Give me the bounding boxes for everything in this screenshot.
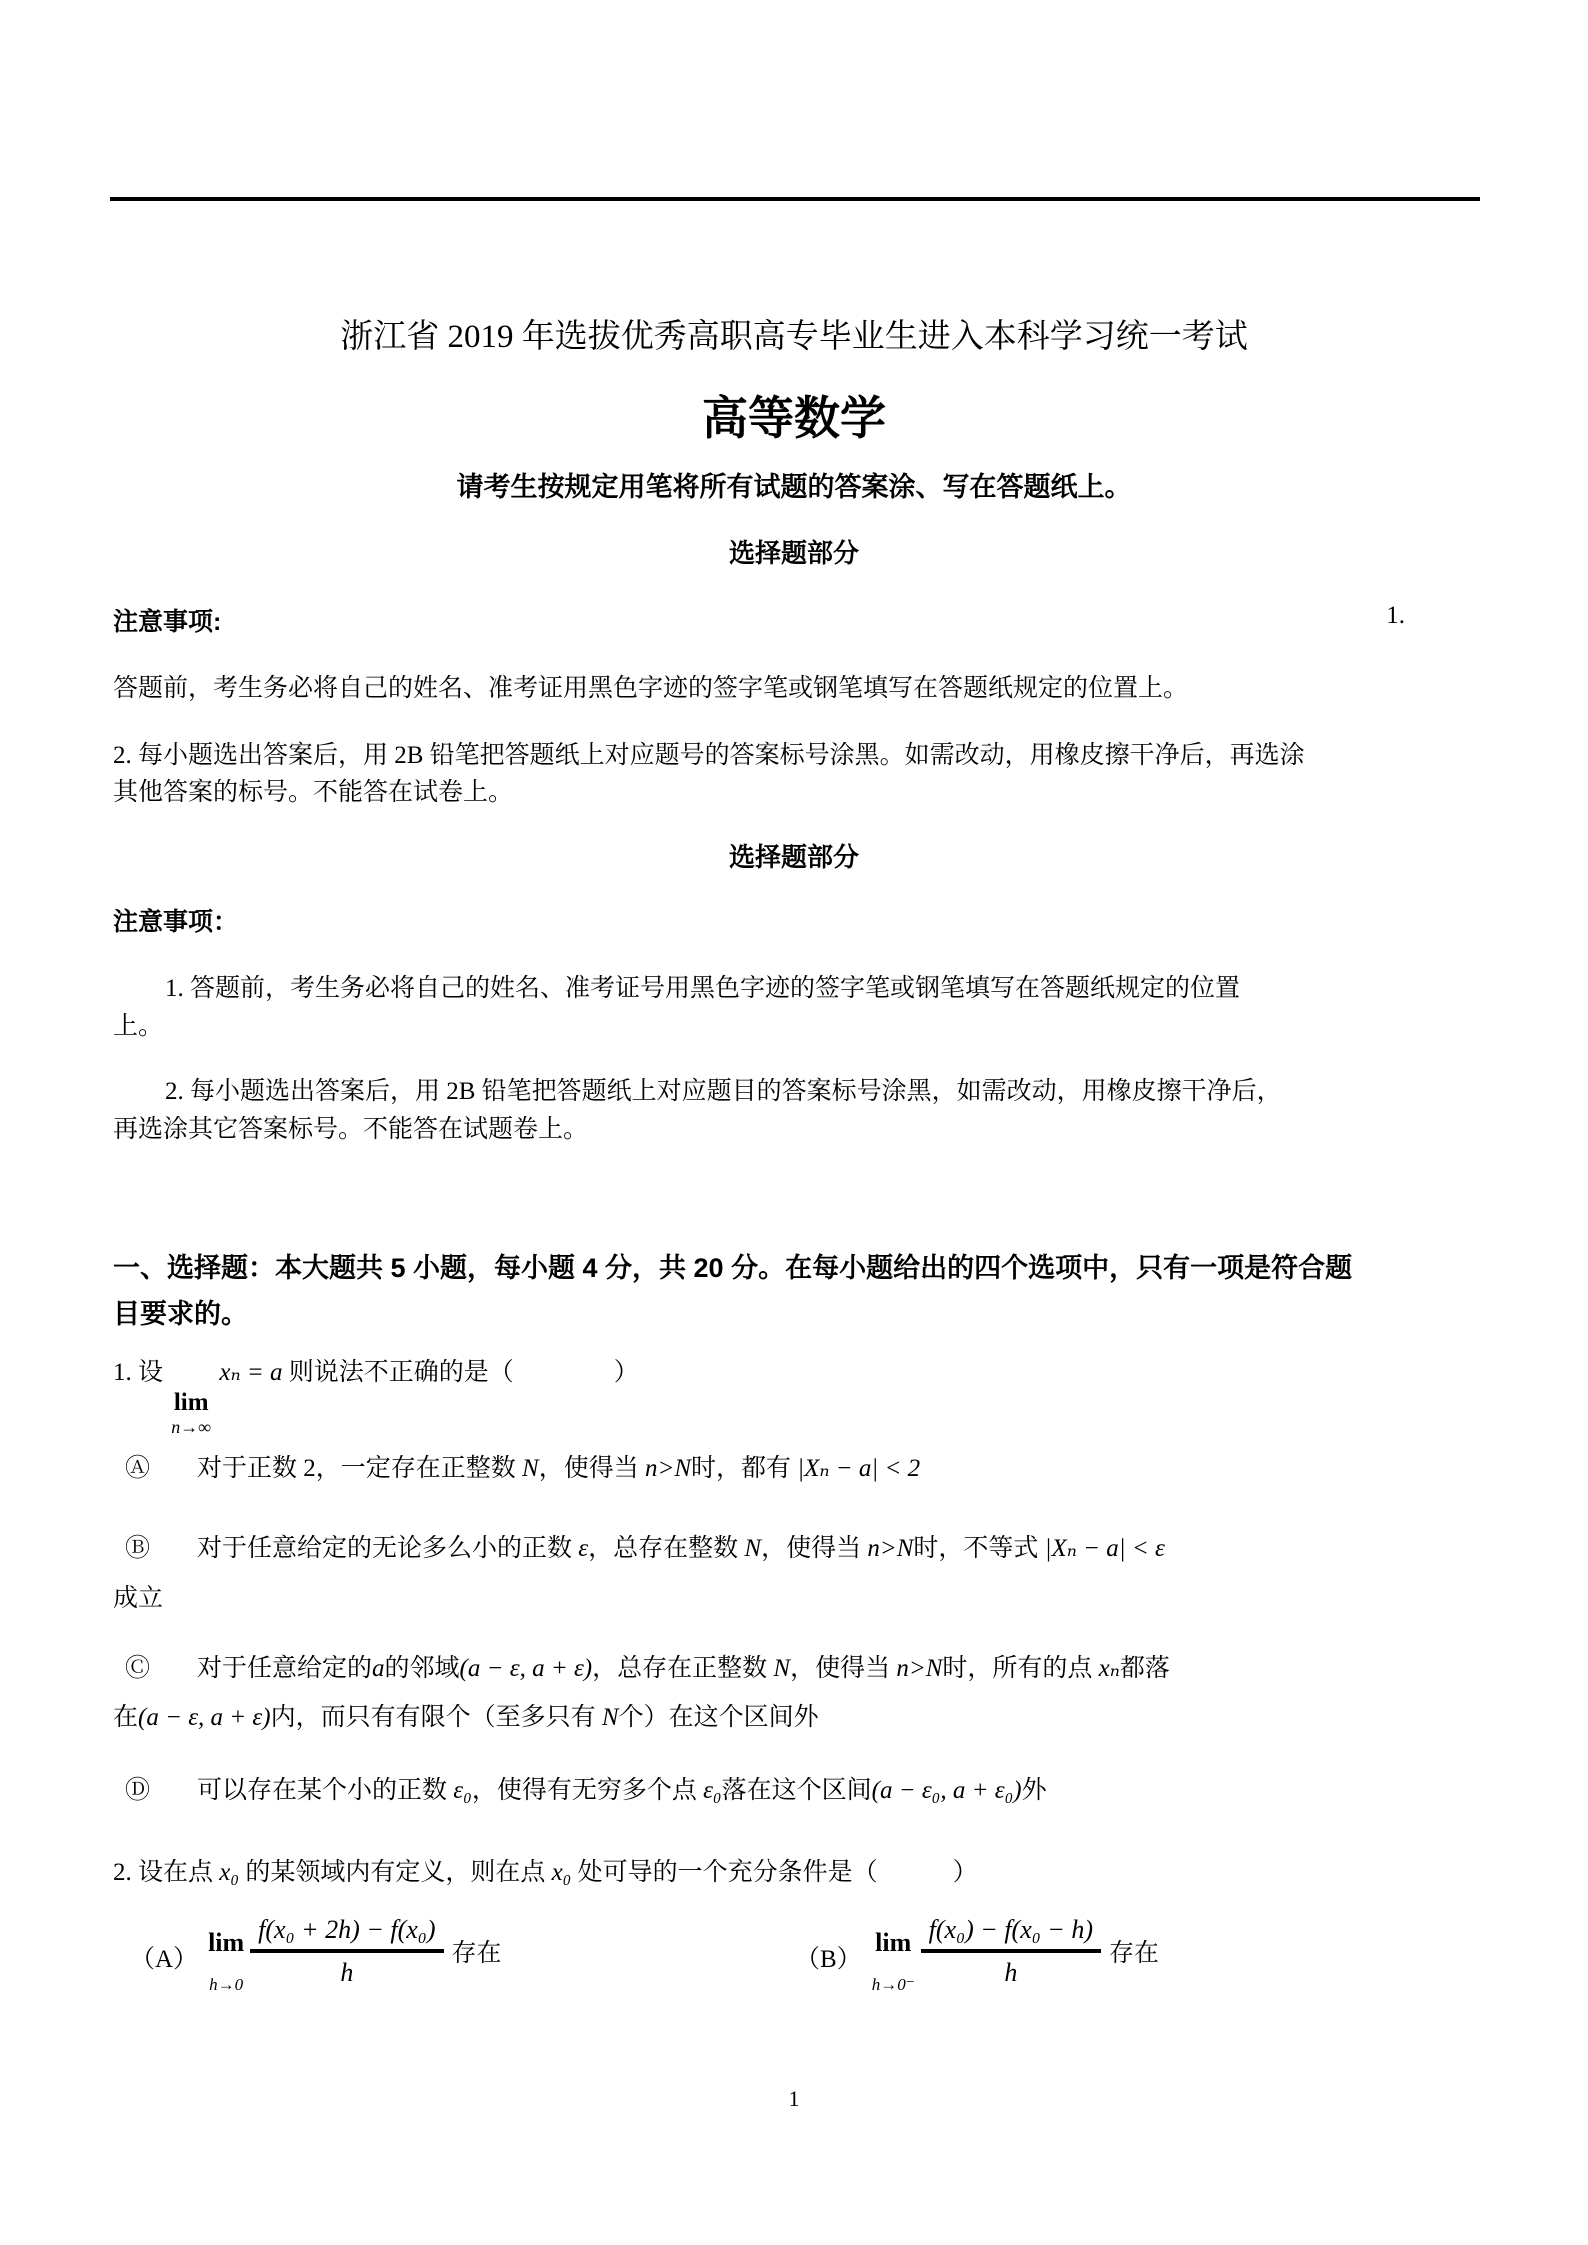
text-segment: ，使得当 xyxy=(790,1655,897,1682)
text-segment: 时，都有 xyxy=(691,1455,798,1482)
part1-heading-line1: 一、选择题：本大题共 5 小题，每小题 4 分，共 20 分。在每小题给出的四个选项中，只有一项是符合题 xyxy=(113,1253,1353,1283)
q1-option-a xyxy=(125,1448,920,1484)
math-segment: ε xyxy=(578,1535,589,1562)
lim-subscript: n→∞ xyxy=(171,1417,212,1437)
q1-option-c xyxy=(125,1648,1170,1684)
q2-option-a-suffix: 存在 xyxy=(451,1940,502,1967)
text-segment: 处可导的一个充分条件是（ ） xyxy=(571,1859,978,1886)
q1-option-c-text-line2 xyxy=(113,1697,819,1733)
q2-option-a-label: （A） xyxy=(130,1946,199,1973)
section2-notice-item-2-line1: 2. 每小题选出答案后，用 2B 铅笔把答题纸上对应题目的答案标号涂黑，如需改动，用橡皮擦干净后， xyxy=(165,1078,1282,1105)
question-1-stem xyxy=(113,1352,639,1437)
text-segment: 对于任意给定的 xyxy=(197,1655,373,1682)
math-segment: (a − ε, a + ε) xyxy=(138,1704,271,1731)
fraction-denominator: h xyxy=(340,1958,354,1987)
lim-subscript: h→0⁻ xyxy=(871,1975,915,1994)
question-1-number: 1. 设 xyxy=(113,1359,164,1386)
part1-heading-line2: 目要求的。 xyxy=(113,1299,248,1329)
section1-heading: 选择题部分 xyxy=(728,538,859,568)
text-segment: 可以存在某个小的正数 xyxy=(197,1777,454,1804)
q1-option-d xyxy=(125,1770,1047,1806)
text-segment: 外 xyxy=(1021,1777,1047,1804)
q2-option-b-fraction xyxy=(921,1915,1101,1988)
text-segment: ，使得当 xyxy=(538,1455,645,1482)
math-segment: ε₀ xyxy=(453,1777,472,1804)
math-segment: (a − ε₀, a + ε₀) xyxy=(871,1777,1022,1804)
q2-option-b-label: （B） xyxy=(795,1946,862,1973)
math-segment: x₀ xyxy=(219,1859,240,1886)
lim-subscript: h→0 xyxy=(209,1975,244,1994)
math-segment: N xyxy=(744,1535,762,1562)
text-segment: 在 xyxy=(113,1704,139,1731)
lim-word: lim xyxy=(208,1928,245,1957)
text-segment: 时，不等式 xyxy=(913,1535,1045,1562)
math-segment: |Xₙ − a| < ε xyxy=(1044,1535,1165,1562)
math-segment: n>N xyxy=(644,1455,692,1482)
section1-notice-item-2-line2: 其他答案的标号。不能答在试卷上。 xyxy=(113,779,514,806)
fraction-numerator: f(x₀ + 2h) − f(x₀) xyxy=(250,1915,443,1953)
section1-notice-item-2 xyxy=(113,737,1513,811)
text-segment: 时，所有的点 xyxy=(942,1655,1099,1682)
text-segment: 都落 xyxy=(1119,1655,1170,1682)
text-segment: ，总存在正整数 xyxy=(592,1655,774,1682)
question-1-text: 则说法不正确的是（ ） xyxy=(288,1359,639,1386)
text-segment: 内，而只有有限个（至多只有 xyxy=(270,1704,602,1731)
q1-option-b xyxy=(125,1528,1165,1564)
math-segment: n>N xyxy=(867,1535,914,1562)
instruction-note: 请考生按规定用笔将所有试题的答案涂、写在答题纸上。 xyxy=(456,472,1132,502)
q2-option-b-limit xyxy=(872,1929,915,1995)
subject-title: 高等数学 xyxy=(702,392,886,444)
lim-word: lim xyxy=(173,1389,209,1416)
text-segment: 个）在这个区间外 xyxy=(618,1704,819,1731)
q1-option-d-text xyxy=(197,1770,1047,1806)
q2-option-a xyxy=(130,1915,502,1995)
page-number: 1 xyxy=(788,2086,800,2111)
q2-option-b xyxy=(795,1915,1159,1995)
lim-word: lim xyxy=(875,1928,912,1957)
exam-title: 浙江省 2019 年选拔优秀高职高专毕业生进入本科学习统一考试 xyxy=(340,319,1248,355)
math-segment: N xyxy=(773,1655,791,1682)
q1-option-a-marker: Ⓐ xyxy=(125,1455,151,1482)
q1-option-b-marker: Ⓑ xyxy=(125,1535,151,1562)
section2-notice-label: 注意事项： xyxy=(113,908,239,936)
text-segment: ，总存在整数 xyxy=(588,1535,745,1562)
section1-notice-item-1: 答题前，考生务必将自己的姓名、准考证用黑色字迹的签字笔或钢笔填写在答题纸规定的位置上。 xyxy=(113,675,1189,702)
section2-notice-item-1-line2: 上。 xyxy=(113,1013,164,1040)
math-segment: x₀ xyxy=(551,1859,572,1886)
section2-heading: 选择题部分 xyxy=(728,842,859,872)
header-rule xyxy=(110,197,1480,201)
text-segment: 2. 设在点 xyxy=(113,1859,220,1886)
math-segment: n>N xyxy=(896,1655,943,1682)
text-segment: ，使得有无穷多个点 xyxy=(471,1777,704,1804)
math-segment: |Xₙ − a| < 2 xyxy=(797,1455,921,1482)
section2-notice-item-2-line2: 再选涂其它答案标号。不能答在试题卷上。 xyxy=(113,1116,589,1143)
q1-option-a-text xyxy=(197,1448,920,1484)
q2-option-a-fraction xyxy=(250,1915,443,1988)
q1-option-c-marker: Ⓒ xyxy=(125,1655,151,1682)
q1-option-b-text xyxy=(197,1528,1165,1564)
q1-option-c-text xyxy=(197,1648,1170,1684)
q1-option-d-marker: Ⓓ xyxy=(125,1777,151,1804)
section1-notice-label: 注意事项: xyxy=(113,608,222,636)
fraction-denominator: h xyxy=(1004,1958,1018,1987)
section2-notice-item-1-line1: 1. 答题前，考生务必将自己的姓名、准考证号用黑色字迹的签字笔或钢笔填写在答题纸规定的位置 xyxy=(165,975,1241,1002)
math-segment: (a − ε, a + ε) xyxy=(459,1655,593,1682)
question-2-stem xyxy=(113,1852,978,1888)
text-segment: 成立 xyxy=(113,1585,164,1612)
math-segment: N xyxy=(522,1455,539,1482)
q1-option-b-text-line2 xyxy=(113,1578,163,1614)
text-segment: ，使得当 xyxy=(761,1535,868,1562)
q2-option-a-limit xyxy=(208,1929,244,1995)
math-segment: N xyxy=(601,1704,619,1731)
text-segment: 对于正数 2，一定存在正整数 xyxy=(197,1455,523,1482)
math-segment: xₙ xyxy=(1098,1655,1120,1682)
section1-notice-item-2-line1: 2. 每小题选出答案后，用 2B 铅笔把答题纸上对应题号的答案标号涂黑。如需改动，用橡皮擦干净后，再选涂 xyxy=(113,742,1305,769)
q2-option-b-suffix: 存在 xyxy=(1109,1940,1160,1967)
text-segment: 的某领域内有定义，则在点 xyxy=(239,1859,552,1886)
text-segment: 落在这个区间 xyxy=(721,1777,872,1804)
math-segment: ε₀ xyxy=(703,1777,722,1804)
limit-expression: xₙ = a xyxy=(219,1359,283,1386)
fraction-numerator: f(x₀) − f(x₀ − h) xyxy=(921,1915,1101,1953)
math-segment: a xyxy=(372,1655,385,1682)
text-segment: 对于任意给定的无论多么小的正数 xyxy=(197,1535,579,1562)
limit-notation xyxy=(171,1389,211,1437)
section1-stray-number: 1. xyxy=(1386,602,1405,629)
text-segment: 的邻域 xyxy=(384,1655,460,1682)
